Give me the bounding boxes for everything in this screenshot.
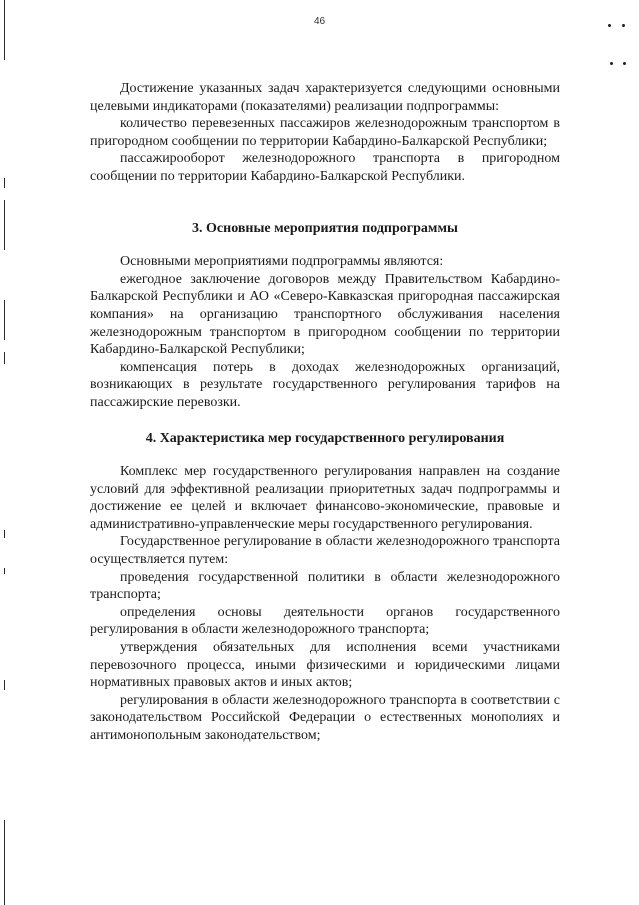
section-heading: 4. Характеристика мер государственного регулирования <box>145 430 505 446</box>
body-paragraph: утверждения обязательных для исполнения всеми участниками перевозочного процесса, иными физическими и юридическими лицами нормативных правовых актов и иных актов; <box>90 640 560 691</box>
body-paragraph: проведения государственной политики в области железнодорожного транспорта; <box>90 569 560 603</box>
body-paragraph: ежегодное заключение договоров между Правительством Кабардино-Балкарской Республики и АО «Северо-Кавказская пригородная пассажирская компания» на организацию транспортного обслуживания населения железнодорожным транспортом в пригородном сообщении по территории Кабардино-Балкарской Республики; <box>90 271 560 358</box>
scan-edge-mark <box>4 352 5 364</box>
section-heading: 3. Основные мероприятия подпрограммы <box>192 220 458 236</box>
scan-dot <box>622 24 625 27</box>
scan-edge-mark <box>4 200 5 250</box>
scan-edge-mark <box>4 178 5 188</box>
scan-edge-mark <box>4 530 5 538</box>
body-paragraph: пассажирооборот железнодорожного транспорта в пригородном сообщении по территории Кабардино-Балкарской Республики. <box>90 151 560 184</box>
scan-dot <box>623 62 626 65</box>
scan-edge-mark <box>4 0 5 60</box>
scan-dot <box>610 62 613 65</box>
document-body <box>90 80 560 745</box>
scan-edge-mark <box>4 820 5 905</box>
page-number: 46 <box>313 16 326 27</box>
body-paragraph: определения основы деятельности органов государственного регулирования в области железнодорожного транспорта; <box>90 604 560 638</box>
scan-edge-mark <box>4 300 5 340</box>
body-paragraph: Комплекс мер государственного регулирования направлен на создание условий для эффективной реализации приоритетных задач подпрограммы и достижение ее целей и включает финансово-экономические, правовые и административно-управленческие меры государственного регулирования. <box>90 464 560 532</box>
body-paragraph: Основными мероприятиями подпрограммы являются: <box>120 254 444 270</box>
body-paragraph: компенсация потерь в доходах железнодорожных организаций, возникающих в результате государственного регулирования тарифов на пассажирские перевозки. <box>90 359 560 410</box>
scan-dot <box>608 24 611 27</box>
body-paragraph: количество перевезенных пассажиров железнодорожным транспортом в пригородном сообщении по территории Кабардино-Балкарской Республики; <box>90 116 560 149</box>
scan-edge-mark <box>4 568 5 574</box>
body-paragraph: Государственное регулирование в области железнодорожного транспорта осуществляется путем: <box>90 534 560 568</box>
body-paragraph: Достижение указанных задач характеризуется следующими основными целевыми индикаторами (показателями) реализации подпрограммы: <box>90 81 560 114</box>
body-paragraph: регулирования в области железнодорожного транспорта в соответствии с законодательством Российской Федерации о естественных монополиях и антимонопольным законодательством; <box>90 692 560 743</box>
scan-edge-mark <box>4 680 5 690</box>
